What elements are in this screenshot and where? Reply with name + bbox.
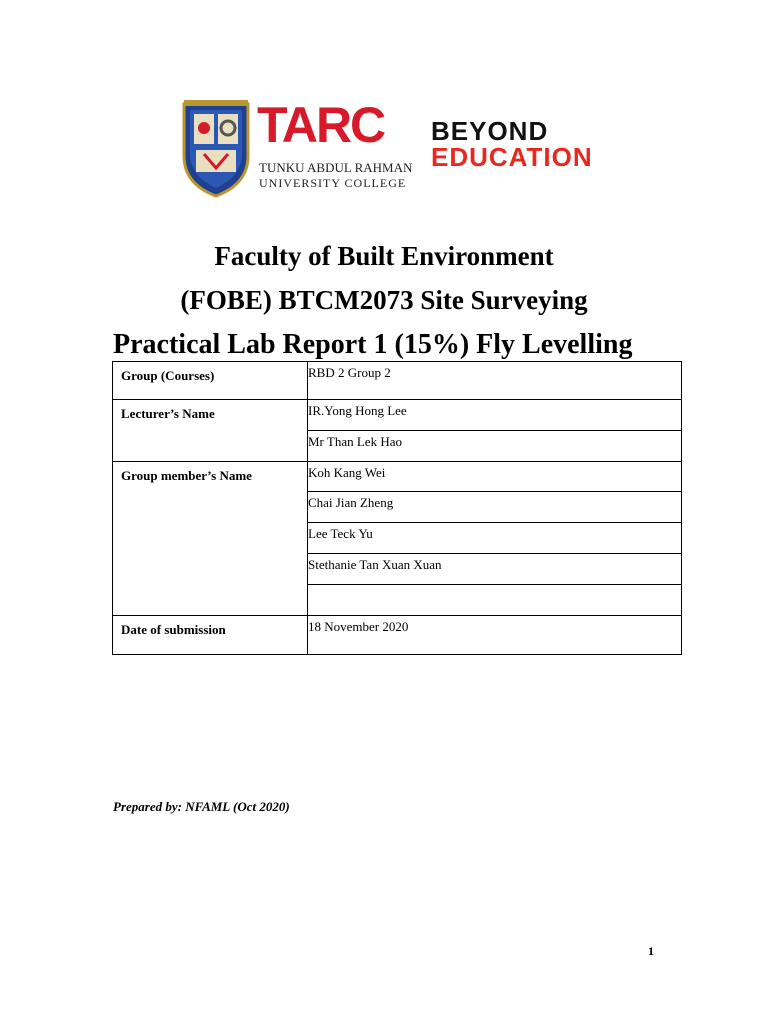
member-name: Koh Kang Wei <box>308 462 682 492</box>
tarc-subtitle-1: TUNKU ABDUL RAHMAN <box>259 160 413 175</box>
member-name: Chai Jian Zheng <box>308 492 682 523</box>
title-line-1: Faculty of Built Environment <box>214 241 554 271</box>
slogan-line-2: EDUCATION <box>431 142 593 172</box>
member-name: Stethanie Tan Xuan Xuan <box>308 554 682 585</box>
members-label: Group member’s Name <box>113 462 308 616</box>
lecturer-name: IR.Yong Hong Lee <box>308 400 682 431</box>
table-row <box>113 462 682 492</box>
prepared-by: Prepared by: NFAML (Oct 2020) <box>113 799 290 814</box>
table-row <box>113 616 682 655</box>
date-label: Date of submission <box>113 616 308 655</box>
header-logos <box>180 98 630 200</box>
report-info-table <box>112 361 682 655</box>
date-value: 18 November 2020 <box>308 616 682 655</box>
lecturer-label: Lecturer’s Name <box>113 400 308 462</box>
tarc-logo-text: TARC <box>257 97 385 153</box>
lecturer-name: Mr Than Lek Hao <box>308 431 682 462</box>
table-row <box>113 362 682 400</box>
member-name: Lee Teck Yu <box>308 523 682 554</box>
group-label: Group (Courses) <box>113 362 308 400</box>
title-line-2: (FOBE) BTCM2073 Site Surveying <box>180 285 588 315</box>
tarc-subtitle-2: UNIVERSITY COLLEGE <box>259 176 407 190</box>
title-line-3: Practical Lab Report 1 (15%) Fly Levelling <box>113 329 633 360</box>
group-value: RBD 2 Group 2 <box>308 362 682 400</box>
table-row <box>113 400 682 431</box>
page-number: 1 <box>648 944 654 958</box>
slogan-line-1: BEYOND <box>431 116 549 146</box>
member-name <box>308 585 682 616</box>
university-crest-icon <box>180 98 252 198</box>
